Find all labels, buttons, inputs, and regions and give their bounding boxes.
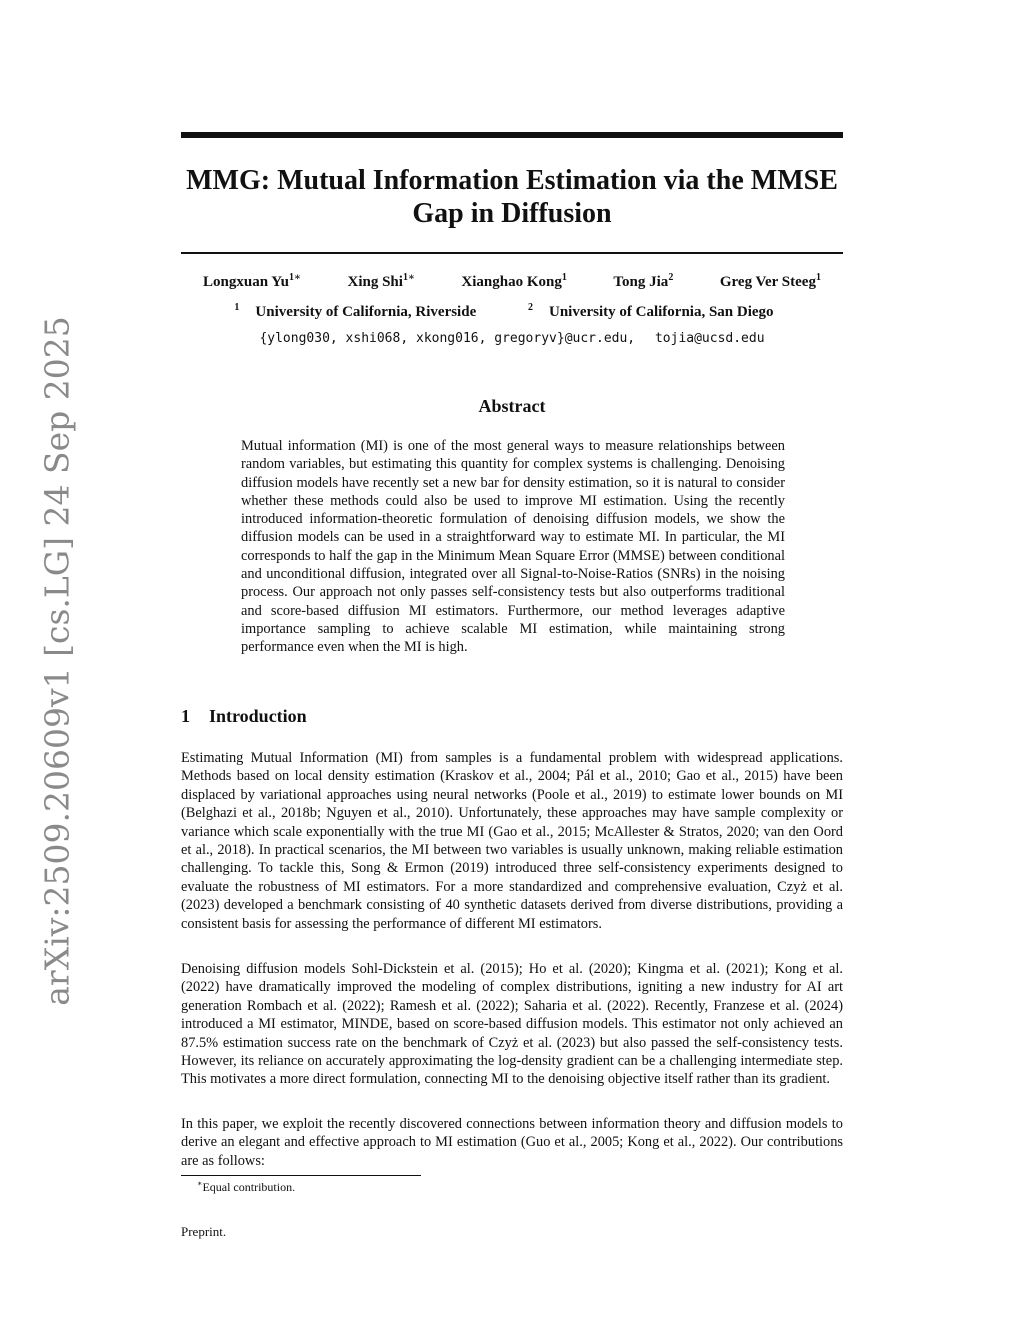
author: Tong Jia$^2$ xyxy=(613,272,674,290)
intro-paragraph-3: In this paper, we exploit the recently discovered connections between information theory and diffusion models to derive an elegant and effective approach to MI estimation (Guo et al., 2005; Kong et al., 2022). Our contributions are as follows: xyxy=(181,1116,843,1169)
footnote: ∗Equal contribution. xyxy=(197,1179,296,1194)
author: Longxuan $Yu^{1∗}$ xyxy=(203,272,301,290)
author-list xyxy=(181,272,843,291)
footer-preprint: Preprint. xyxy=(181,1224,227,1239)
intro-paragraph-2: Denoising diffusion models Sohl-Dickstein et al. (2015); Ho et al. (2020); Kingma et al. (2021); Kong et al. (2022) have dramatically improved the modeling of complex distributions, igniting a new industry for AI art generation Rombach et al. (2022); Ramesh et al. (2022); Saharia et al. (2022). Recently, Franzese et al. (2024) introduced a MI estimator, MINDE, based on score-based diffusion models. This estimator not only achieved an 87.5% estimation success rate on the benchmark of Czyż et al. (2023) but also passed the self-consistency tests. However, its reliance on accurately approximating the log-density gradient can be a challenging intermediate step. This motivates a more direct formulation, connecting MI to the denoising objective itself rather than its gradient. xyxy=(181,961,843,1088)
author: Xing Shi$^{1∗}$ xyxy=(347,272,415,290)
abstract-text: Mutual information (MI) is one of the most general ways to measure relationships between random variables, but estimating this quantity for complex systems is challenging. Denoising diffusion models have recently set a new bar for density estimation, so it is natural to consider whether these methods could also be used to improve MI estimation. Using the recently introduced information-theoretic formulation of denoising diffusion models, we show the diffusion models can be used in a straightforward way to estimate MI. In particular, the MI corresponds to half the gap in the Minimum Mean Square Error (MMSE) between conditional and unconditional diffusion, integrated over all Signal-to-Noise-Ratios (SNRs) in the noising process. Our approach not only passes self-consistency tests but also outperforms traditional and score-based diffusion MI estimators. Furthermore, our method leverages adaptive importance sampling to achieve scalable MI estimation, while maintaining strong performance even when the MI is high. xyxy=(241,438,785,656)
arxiv-stamp: arXiv:2509.20609v1 [cs.LG] 24 Sep 2025 xyxy=(37,316,77,1006)
title-top-rule xyxy=(181,132,843,138)
section-number: 1 xyxy=(181,706,190,726)
author: Xianghao Kong$^1$ xyxy=(461,272,567,290)
title-bottom-rule xyxy=(181,252,843,254)
footnote-rule xyxy=(181,1175,421,1176)
author-emails xyxy=(181,331,843,346)
author: Greg Ver Steeg$^1$ xyxy=(719,272,821,290)
section-title: Introduction xyxy=(209,706,307,726)
abstract-heading: Abstract xyxy=(478,396,546,416)
intro-paragraph-1: Estimating Mutual Information (MI) from samples is a fundamental problem with widespread applications. Methods based on local density estimation (Kraskov et al., 2004; Pál et al., 2010; Gao et al., 2015) have been displaced by variational approaches using neural networks (Poole et al., 2019) to estimate lower bounds on MI (Belghazi et al., 2018b; Nguyen et al., 2010). Unfortunately, these approaches may have sample complexity or variance which scale exponentially with the true MI (Gao et al., 2015; McAllester & Stratos, 2020; van den Oord et al., 2018). In practical scenarios, the MI between two variables is usually unknown, making reliable estimation challenging. To tackle this, Song & Ermon (2019) introduced three self-consistency experiments designed to evaluate the robustness of MI estimators. For a more standardized and comprehensive evaluation, Czyż et al. (2023) developed a benchmark consisting of 40 synthetic datasets derived from diverse distributions, providing a consistent basis for assessing the performance of different MI estimators. xyxy=(181,750,843,932)
affiliation: $^2$ University of California, San Diego xyxy=(527,302,774,320)
email-group: {ylong030, xshi068, xkong016, gregoryv}@ucr.edu, xyxy=(259,331,636,346)
email-group: tojia@ucsd.edu xyxy=(654,331,765,346)
paper-title: MMG: Mutual Information Estimation via the MMSE Gap in Diffusion xyxy=(186,165,838,229)
affiliations xyxy=(181,302,843,321)
section-heading xyxy=(181,706,307,727)
affiliation: $^1$ University of California, Riverside xyxy=(234,302,477,320)
